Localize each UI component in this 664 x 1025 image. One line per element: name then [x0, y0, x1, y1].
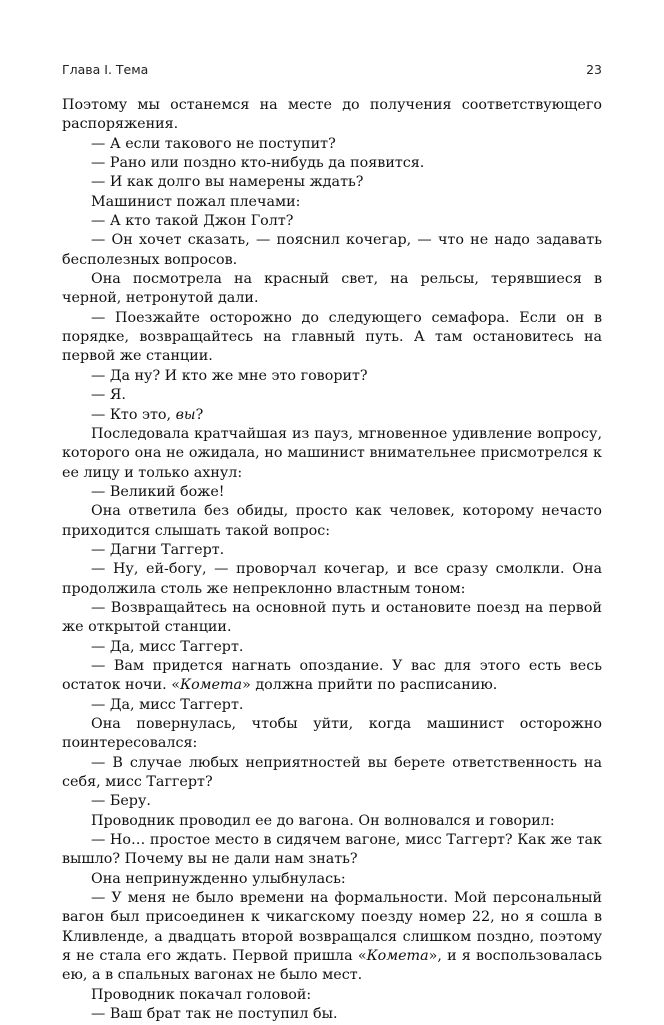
text-run: Она ответила без обиды, просто как человек, которому нечасто приходится слышать такой вопрос: [62, 503, 602, 539]
text-run: — Вам придется нагнать опоздание. У вас для этого есть весь остаток ночи. « [62, 657, 602, 694]
italic-text: вы [175, 406, 196, 423]
paragraph [62, 599, 602, 638]
paragraph [62, 270, 602, 309]
text-run: » должна прийти по расписанию. [242, 677, 498, 694]
paragraph [62, 812, 602, 831]
text-run: ? [195, 406, 204, 423]
text-run: — Я. [91, 387, 126, 404]
paragraph [62, 135, 602, 154]
paragraph [62, 657, 602, 696]
paragraph [62, 386, 602, 405]
paragraph [62, 754, 602, 793]
paragraph [62, 715, 602, 754]
text-run: — Кто это, [91, 406, 176, 423]
text-run: Поэтому мы останемся на месте до получения соответствующего распоряжения. [62, 97, 602, 133]
paragraph [62, 173, 602, 192]
text-run: — Он хочет сказать, — пояснил кочегар, — что не надо задавать бесполезных вопросов. [62, 232, 602, 268]
text-run: — Ну, ей-богу, — проворчал кочегар, и все сразу смолкли. Она продолжила столь же непреклонно властным тоном: [62, 561, 602, 597]
text-run: — Великий боже! [91, 483, 225, 500]
text-run: — Дагни Таггерт. [91, 541, 225, 558]
text-run: — Да ну? И кто же мне это говорит? [91, 367, 368, 384]
paragraph [62, 483, 602, 502]
italic-text: Комета [366, 948, 429, 965]
text-run: Последовала кратчайшая из пауз, мгновенное удивление вопросу, которого она не ожидала, но машинист внимательнее присмотрелся к ее лицу и только ахнул: [62, 425, 602, 481]
text-run: — Да, мисс Таггерт. [91, 638, 244, 655]
paragraph [62, 96, 602, 135]
paragraph [62, 193, 602, 212]
paragraph [62, 638, 602, 657]
body-text [62, 96, 602, 1025]
paragraph [62, 309, 602, 367]
paragraph [62, 1005, 602, 1024]
text-run: — И как долго вы намерены ждать? [91, 174, 364, 191]
text-run: Машинист пожал плечами: [91, 193, 301, 210]
paragraph [62, 502, 602, 541]
text-run: — Да, мисс Таггерт. [91, 696, 244, 713]
text-run: — Беру. [91, 793, 151, 810]
text-run: », и я воспользовалась ею, а в спальных вагонах не было мест. [62, 948, 602, 984]
text-run: — А кто такой Джон Голт? [91, 213, 294, 230]
text-run: — Рано или поздно кто-нибудь да появится. [91, 155, 425, 172]
text-run: — В случае любых неприятностей вы берете ответственность на себя, мисс Таггерт? [62, 754, 602, 791]
paragraph [62, 560, 602, 599]
paragraph [62, 696, 602, 715]
paragraph [62, 831, 602, 870]
paragraph [62, 425, 602, 483]
text-run: — Возвращайтесь на основной путь и остановите поезд на первой же открытой станции. [62, 599, 602, 636]
paragraph [62, 889, 602, 986]
paragraph [62, 406, 602, 425]
paragraph [62, 541, 602, 560]
italic-text: Комета [180, 677, 243, 694]
text-run: — Но… простое место в сидячем вагоне, мисс Таггерт? Как же так вышло? Почему вы не дали нам знать? [62, 832, 602, 868]
paragraph [62, 154, 602, 173]
text-run: — А если такового не поступит? [91, 135, 336, 152]
text-run: — У меня не было времени на формальности. Мой персональный вагон был присоединен к чикагскому поезду номер 22, но я сошла в Кливленде, а двадцать второй возвращался слишком поздно, поэтому я не стала его ждать. Первой пришла « [62, 890, 602, 965]
page-number: 23 [586, 62, 602, 77]
paragraph [62, 231, 602, 270]
chapter-title: Глава I. Тема [62, 62, 149, 77]
paragraph [62, 367, 602, 386]
text-run: Проводник проводил ее до вагона. Он волновался и говорил: [91, 812, 555, 829]
paragraph [62, 212, 602, 231]
paragraph [62, 870, 602, 889]
running-header [62, 62, 602, 77]
text-run: Она непринужденно улыбнулась: [91, 870, 346, 887]
text-run: — Ваш брат так не поступил бы. [91, 1006, 338, 1023]
text-run: — Поезжайте осторожно до следующего семафора. Если он в порядке, возвращайтесь на главный путь. А там остановитесь на первой же станции. [62, 309, 602, 365]
paragraph [62, 986, 602, 1005]
text-run: Проводник покачал головой: [91, 986, 312, 1003]
text-run: Она повернулась, чтобы уйти, когда машинист осторожно поинтересовался: [62, 716, 602, 752]
paragraph [62, 792, 602, 811]
text-run: Она посмотрела на красный свет, на рельсы, терявшиеся в черной, нетронутой дали. [62, 271, 602, 307]
